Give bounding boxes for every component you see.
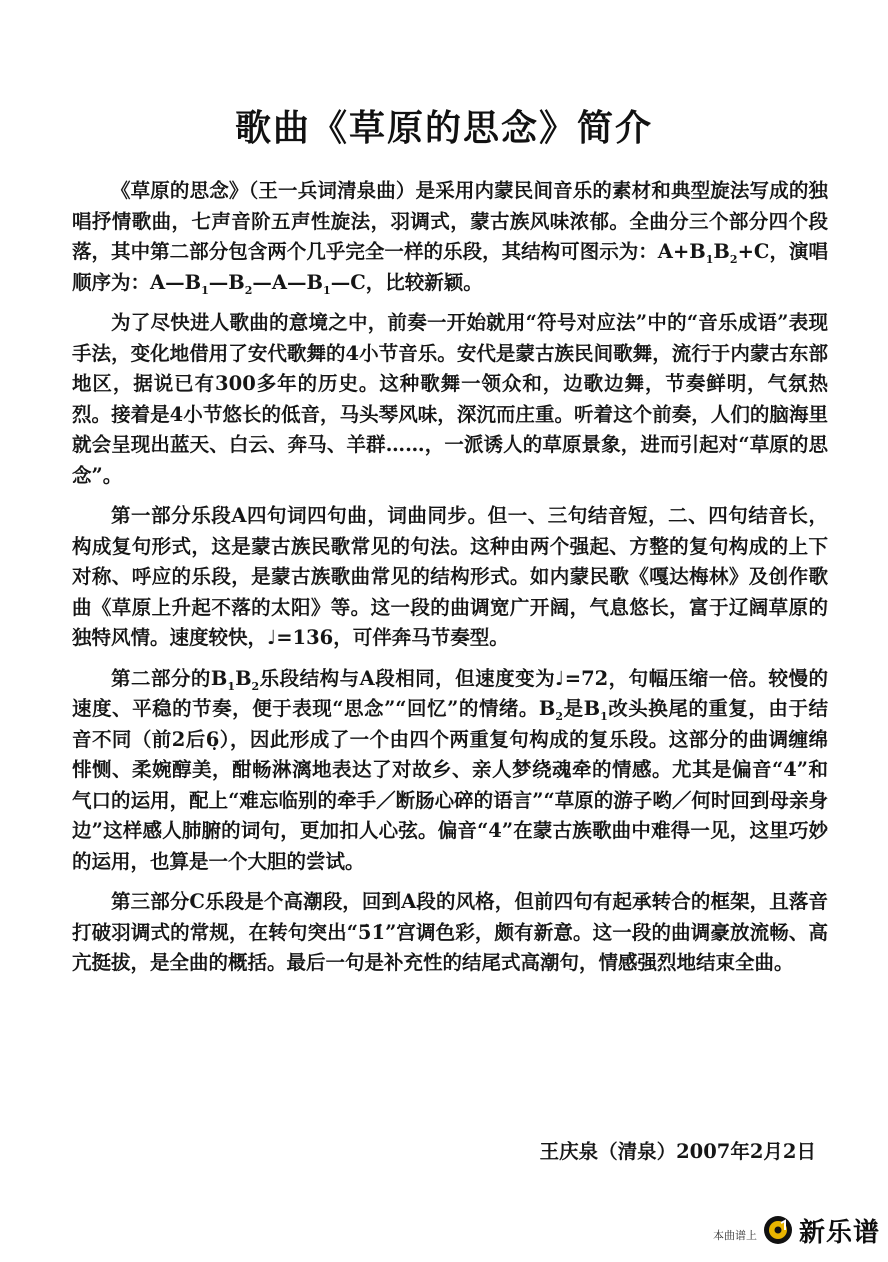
document-title: 歌曲《草原的思念》简介 [234, 107, 653, 149]
document-body [72, 176, 828, 989]
body-paragraph [72, 664, 828, 878]
body-paragraph [72, 501, 828, 654]
footer-small-text: 本曲谱上 [712, 1229, 757, 1242]
subscript-number: 1 [227, 679, 236, 693]
subscript-number: 1 [323, 283, 331, 297]
subscript-number: 1 [705, 252, 714, 266]
paragraph-text: 第一部分乐段A四句词四句曲，词曲同步。但一、三句结音短，二、四句结音长，构成复句形式，这是蒙古族民歌常见的句法。这种由两个强起、方整的复句构成的上下对称、呼应的乐段，是蒙古族歌曲常见的结构形式。如内蒙民歌《嘎达梅林》及创作歌曲《草原上升起不落的太阳》等。这一段的曲调宽广开阔，气息悠长，富于辽阔草原的独特风情。速度较快，♩=136，可伴奔马节奏型。 [72, 504, 828, 649]
paragraph-text: 《草原的思念》（王一兵词清泉曲）是采用内蒙民间音乐的素材和典型旋法写成的独唱抒情歌曲，七声音阶五声性旋法，羽调式，蒙古族风味浓郁。全曲分三个部分四个段落，其中第二部分包含两个几乎完全一样的乐段，其结构可图示为：A+B [72, 179, 828, 263]
paragraph-text: 第二部分的B [111, 666, 228, 690]
paragraph-text: 为了尽快进人歌曲的意境之中，前奏一开始就用“符号对应法”中的“音乐成语”表现手法，变化地借用了安代歌舞的4小节音乐。安代是蒙古族民间歌舞，流行于内蒙古东部地区，据说已有300多年的历史。这种歌舞一领众和，边歌边舞，节奏鲜明，气氛热烈。接着是4小节悠长的低音，马头琴风味，深沉而庄重。听着这个前奏，人们的脑海里就会呈现出蓝天、白云、奔马、羊群……，一派诱人的草原景象，进而引起对“草原的思念”。 [72, 311, 828, 487]
paragraph-text: 第三部分C乐段是个高潮段，回到A段的风格，但前四句有起承转合的框架，且落音打破羽调式的常规，在转句突出“5̇1̇”宫调色彩，颇有新意。这一段的曲调豪放流畅、高亢挺拔，是全曲的概括。最后一句是补充性的结尾式高潮句，情感强烈地结束全曲。 [72, 890, 828, 974]
subscript-number: 2 [729, 252, 738, 266]
paragraph-text: —B [208, 270, 245, 294]
subscript-number: 2 [555, 709, 564, 723]
paragraph-text: 改头换尾的重复，由于结音不同（前2后6̣），因此形成了一个由四个两重复句构成的复乐段。这部分的曲调缠绵悱恻、柔婉醇美，酣畅淋漓地表达了对故乡、亲人梦绕魂牵的情感。尤其是偏音“4”和气口的运用，配上“难忘临别的牵手／断肠心碎的语言”“草原的游子哟／何时回到母亲身边”这样感人肺腑的词句，更加扣人心弦。偏音“4”在蒙古族歌曲中难得一见，这里巧妙的运用，也算是一个大胆的尝试。 [72, 697, 828, 873]
paragraph-text: 是B [563, 697, 601, 720]
paragraph-text: —C，比较新颖。 [330, 270, 483, 294]
paragraph-text: +C，演唱顺序为：A—B [72, 240, 829, 294]
paragraph-text: B [713, 240, 730, 263]
music-disc-icon [763, 1215, 793, 1245]
subscript-number: 1 [201, 283, 209, 297]
subscript-number: 1 [600, 709, 608, 723]
paragraph-text: —A—B [252, 270, 324, 294]
body-paragraph [72, 176, 828, 298]
body-paragraph [72, 308, 828, 491]
subscript-number: 2 [244, 283, 253, 297]
author-signature: 王庆泉（清泉）2007年2月2日 [539, 1140, 816, 1163]
paragraph-text: B [235, 666, 252, 690]
body-paragraph [72, 887, 828, 979]
footer-watermark [713, 1210, 880, 1250]
subscript-number: 2 [251, 679, 260, 693]
paragraph-text: 乐段结构与A段相同，但速度变为♩=72，句幅压缩一倍。较慢的速度、平稳的节奏，便于表现“思念”“回忆”的情绪。B [72, 666, 829, 720]
site-logo-text: 新乐谱 [798, 1217, 880, 1248]
